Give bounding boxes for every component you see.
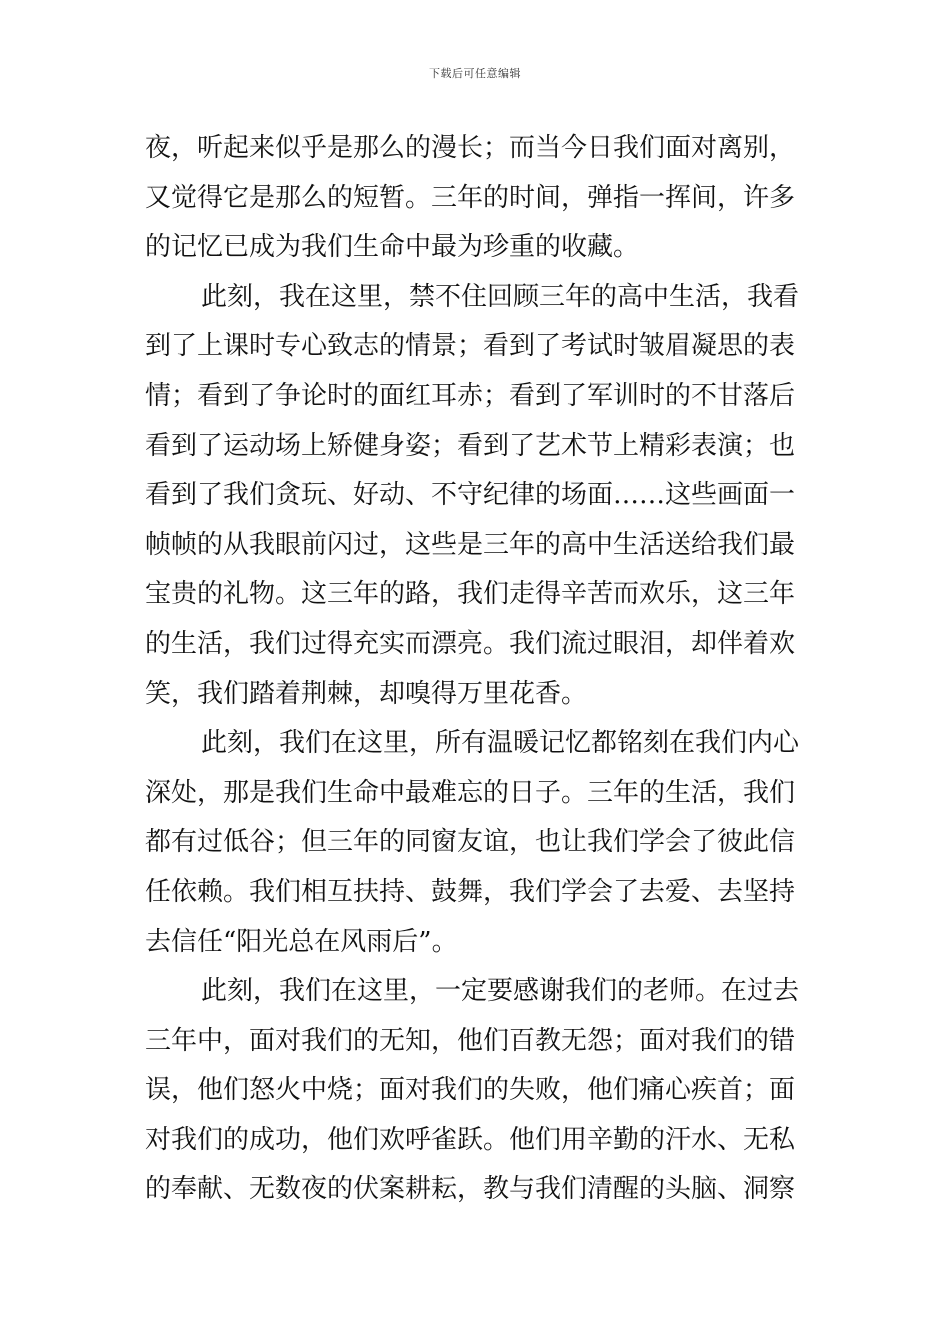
text-line: 误，他们怒火中烧；面对我们的失败，他们痛心疾首；面 (145, 1075, 796, 1106)
page-header: 下载后可任意编辑 (429, 67, 521, 80)
text-line: 深处，那是我们生命中最难忘的日子。三年的生活，我们 (145, 777, 796, 808)
paragraph-first-line: 此刻，我在这里，禁不住回顾三年的高中生活，我看 (201, 281, 800, 312)
text-line: 夜，听起来似乎是那么的漫长；而当今日我们面对离别， (145, 133, 796, 163)
text-line: 帧帧的从我眼前闪过，这些是三年的高中生活送给我们最 (145, 529, 796, 560)
text-line: 又觉得它是那么的短暂。三年的时间，弹指一挥间，许多 (145, 182, 796, 213)
text-line: 笑，我们踏着荆棘，却嗅得万里花香。 (145, 678, 588, 709)
paragraph-first-line: 此刻，我们在这里，一定要感谢我们的老师。在过去 (201, 976, 800, 1007)
text-line: 对我们的成功，他们欢呼雀跃。他们用辛勤的汗水、无私 (145, 1124, 796, 1155)
text-line: 三年中，面对我们的无知，他们百教无怨；面对我们的错 (145, 1025, 796, 1056)
text-line: 去信任“阳光总在风雨后”。 (145, 926, 458, 957)
text-line: 都有过低谷；但三年的同窗友谊，也让我们学会了彼此信 (145, 827, 796, 858)
text-line: 情；看到了争论时的面红耳赤；看到了军训时的不甘落后 (145, 380, 796, 411)
paragraph-first-line: 此刻，我们在这里，所有温暖记忆都铭刻在我们内心 (201, 728, 800, 759)
body-text (145, 124, 815, 1215)
text-line: 的奉献、无数夜的伏案耕耘，教与我们清醒的头脑、洞察 (145, 1174, 796, 1205)
text-line: 的记忆已成为我们生命中最为珍重的收藏。 (145, 232, 640, 263)
text-line: 的生活，我们过得充实而漂亮。我们流过眼泪，却伴着欢 (145, 628, 796, 659)
text-line: 任依赖。我们相互扶持、鼓舞，我们学会了去爱、去坚持 (145, 876, 796, 907)
text-line: 宝贵的礼物。这三年的路，我们走得辛苦而欢乐，这三年 (145, 579, 796, 610)
text-line: 到了上课时专心致志的情景；看到了考试时皱眉凝思的表 (145, 331, 796, 362)
text-line: 看到了运动场上矫健身姿；看到了艺术节上精彩表演；也 (145, 430, 796, 461)
text-line: 看到了我们贪玩、好动、不守纪律的场面……这些画面一 (145, 480, 796, 511)
